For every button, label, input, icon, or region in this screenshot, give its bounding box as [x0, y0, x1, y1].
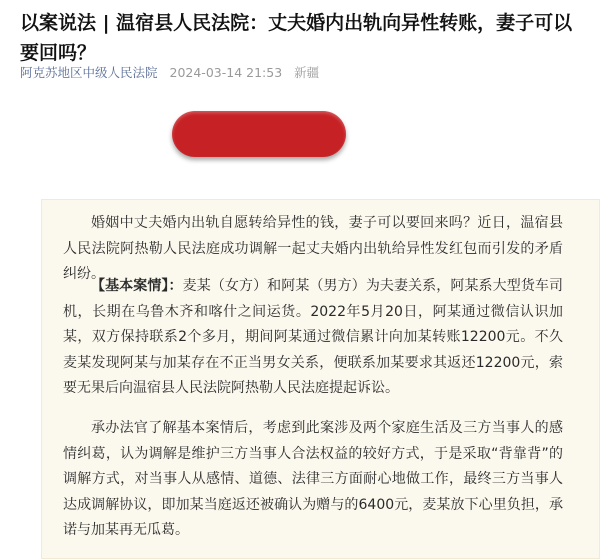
- article-meta: [20, 64, 319, 82]
- case-paragraph: [63, 274, 563, 402]
- case-body: 麦某（女方）和阿某（男方）为夫妻关系，阿某系大型货车司机，长期在乌鲁木齐和喀什之间运货。2022年5月20日，阿某通过微信认识加某，双方保持联系2个多月，期间阿某通过微信累计向加某转账12200元。不久麦某发现阿某与加某存在不正当男女关系，便联系加某要求其返还12200元，索要无果后向温宿县人民法院阿热勒人民法庭提起诉讼。: [63, 278, 564, 396]
- article-title: 以案说法 | 温宿县人民法院：丈夫婚内出轨向异性转账，妻子可以要回吗？: [20, 12, 573, 64]
- publish-location: 新疆: [294, 65, 320, 80]
- intro-paragraph: 婚姻中丈夫婚内出轨自愿转给异性的钱，妻子可以要回来吗？近日，温宿县人民法院阿热勒人民法庭成功调解一起丈夫婚内出轨给异性发红包而引发的矛盾纠纷。: [63, 215, 563, 282]
- case-label: 【基本案情】：: [91, 278, 183, 294]
- mediation-paragraph: 承办法官了解基本案情后，考虑到此案涉及两个家庭生活及三方当事人的感情纠葛，认为调解是维护三方当事人合法权益的较好方式，于是采取“背靠背”的调解方式，对当事人从感情、道德、法律三方面耐心地做工作，最终三方当事人达成调解协议，即加某当庭返还被确认为赠与的6400元，麦某放下心里负担，承诺与加某再无瓜葛。: [63, 420, 563, 538]
- author-link[interactable]: 阿克苏地区中级人民法院: [20, 65, 158, 80]
- publish-date: 2024-03-14 21:53: [169, 65, 283, 80]
- red-banner-image: [172, 111, 346, 157]
